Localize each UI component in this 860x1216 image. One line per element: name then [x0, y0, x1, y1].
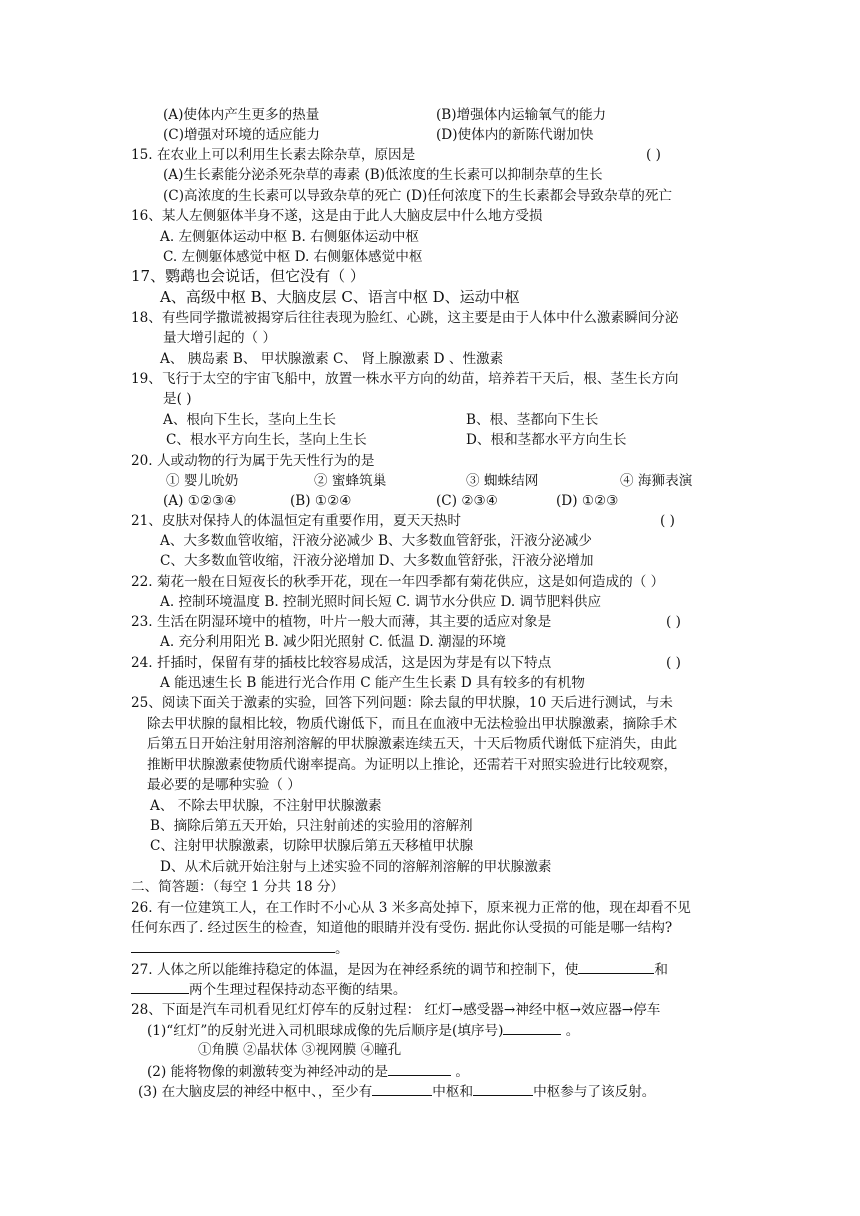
q28-part-3 — [138, 1081, 655, 1102]
q14-option-b: (B)增强体内运输氧气的能力 — [436, 107, 607, 123]
q26-line-1: 26. 有一位建筑工人，在工作时不小心从 3 米多高处掉下，原来视力正常的他，现在却看不见 — [131, 900, 691, 916]
q18-options: A、 胰岛素 B、 甲状腺激素 C、 肾上腺激素 D 、性激素 — [160, 351, 504, 367]
q14-option-c: (C)增强对环境的适应能力 — [163, 127, 320, 143]
q27-text-2: 两个生理过程保持动态平衡的结果。 — [189, 982, 407, 998]
q26-answer-line — [131, 938, 349, 959]
q15-options-ab: (A)生长素能分泌杀死杂草的毒素 (B)低浓度的生长素可以抑制杂草的生长 — [163, 167, 603, 183]
q14-option-a: (A)使体内产生更多的热量 — [163, 107, 320, 123]
q25-passage-line-4: 推断甲状腺激素使物质代谢率提高。为证明以上推论，还需若干对照实验进行比较观察， — [147, 757, 678, 773]
q27-blank-2[interactable] — [131, 979, 189, 994]
q28-part-1-end: 。 — [561, 1023, 580, 1039]
q24-options: A 能迅速生长 B 能进行光合作用 C 能产生生长素 D 具有较多的有机物 — [160, 675, 585, 691]
q16-stem: 16、某人左侧躯体半身不遂，这是由于此人大脑皮层中什么地方受损 — [131, 208, 543, 224]
q27-text: 27. 人体之所以能维持稳定的体温，是因为在神经系统的调节和控制下，使 — [131, 962, 579, 978]
q28-part-2-blank[interactable] — [388, 1061, 451, 1076]
q28-part-1-items: ①角膜 ②晶状体 ③视网膜 ④瞳孔 — [198, 1042, 402, 1058]
q19-option-c: C、根水平方向生长，茎向上生长 — [166, 432, 367, 448]
q17-options: A、高级中枢 B、大脑皮层 C、语言中枢 D、运动中枢 — [160, 288, 520, 306]
q15-options-cd: (C)高浓度的生长素可以导致杂草的死亡 (D)任何浓度下的生长素都会导致杂草的死亡 — [163, 188, 673, 204]
q27-line-1 — [131, 959, 668, 980]
q25-option-c: C、注射甲状腺激素，切除甲状腺后第五天移植甲状腺 — [150, 838, 474, 854]
q18-stem-continued: 量大增引起的（ ） — [163, 330, 277, 346]
q15-stem: 15. 在农业上可以利用生长素去除杂草，原因是 — [131, 147, 416, 163]
q20-item-3: ③ 蜘蛛结网 — [466, 473, 539, 489]
q16-options-ab: A. 左侧躯体运动中枢 B. 右侧躯体运动中枢 — [160, 229, 419, 245]
q25-passage-line-5: 最必要的是哪种实验（ ） — [147, 777, 301, 793]
q27-line-2 — [131, 979, 407, 1000]
q27-blank-1[interactable] — [578, 959, 654, 974]
q20-item-1: ① 婴儿吮奶 — [166, 473, 239, 489]
q20-option-c: (C) ②③④ — [436, 493, 498, 509]
q25-passage-line-1: 25、阅读下面关于激素的实验，回答下列问题：除去鼠的甲状腺，10 天后进行测试，与未 — [131, 695, 673, 711]
q22-options: A. 控制环境温度 B. 控制光照时间长短 C. 调节水分供应 D. 调节肥料供应 — [160, 594, 602, 610]
q25-option-d: D、从术后就开始注射与上述实验不同的溶解剂溶解的甲状腺激素 — [160, 859, 552, 875]
q20-item-4: ④ 海狮表演 — [620, 473, 693, 489]
section-2-heading: 二、简答题：（每空 1 分共 18 分） — [131, 879, 345, 895]
q28-part-3-mid: 中枢和 — [432, 1084, 474, 1100]
q22-stem: 22. 菊花一般在日短夜长的秋季开花，现在一年四季都有菊花供应，这是如何造成的（ ） — [131, 574, 665, 590]
q25-passage-line-3: 后第五日开始注射用溶剂溶解的甲状腺激素连续五天，十天后物质代谢低下症消失，由此 — [147, 736, 678, 752]
q28-part-2-end: 。 — [451, 1064, 469, 1080]
q28-part-1 — [147, 1020, 579, 1041]
q20-option-a: (A) ①②③④ — [163, 493, 237, 509]
q28-part-3-blank-2[interactable] — [473, 1081, 533, 1096]
q21-answer-paren: ( ) — [660, 513, 675, 529]
q23-options: A. 充分利用阳光 B. 减少阳光照射 C. 低温 D. 潮湿的环境 — [160, 634, 506, 650]
q15-answer-paren: ( ) — [646, 147, 661, 163]
q17-stem: 17、鹦鹉也会说话，但它没有（ ） — [131, 267, 365, 285]
q19-option-b: B、根、茎都向下生长 — [466, 412, 599, 428]
q28-part-2-text: (2) 能将物像的刺激转变为神经冲动的是 — [147, 1064, 389, 1080]
q28-part-3-end: 中枢参与了该反射。 — [533, 1084, 656, 1100]
q28-part-1-text: (1)“红灯”的反射光进入司机眼球成像的先后顺序是(填序号) — [147, 1023, 504, 1039]
q28-part-1-blank[interactable] — [503, 1020, 561, 1035]
q24-answer-paren: ( ) — [666, 655, 681, 671]
q21-options-ab: A、大多数血管收缩，汗液分泌减少 B、大多数血管舒张，汗液分泌减少 — [160, 533, 592, 549]
q28-part-3-text: (3) 在大脑皮层的神经中枢中、，至少有 — [138, 1084, 373, 1100]
q16-options-cd: C. 左侧躯体感觉中枢 D. 右侧躯体感觉中枢 — [163, 249, 423, 265]
q20-option-d: (D) ①②③ — [556, 493, 619, 509]
q14-option-d: (D)使体内的新陈代谢加快 — [436, 127, 594, 143]
q26-line-2: 任何东西了. 经过医生的检查，知道他的眼睛并没有受伤. 据此你认受损的可能是哪一结构? — [131, 920, 673, 936]
q27-and: 和 — [654, 962, 668, 978]
q21-stem: 21、皮肤对保持人的体温恒定有重要作用，夏天天热时 — [131, 513, 461, 529]
q26-answer-blank[interactable] — [131, 938, 335, 953]
q19-stem-continued: 是( ) — [163, 391, 192, 407]
q19-option-d: D、根和茎都水平方向生长 — [466, 432, 627, 448]
q21-options-cd: C、大多数血管收缩，汗液分泌增加 D、大多数血管舒张，汗液分泌增加 — [160, 553, 594, 569]
q23-answer-paren: ( ) — [666, 614, 681, 630]
q20-item-2: ② 蜜蜂筑巢 — [314, 473, 387, 489]
q25-option-b: B、摘除后第五天开始，只注射前述的实验用的溶解剂 — [150, 818, 473, 834]
q25-option-a: A、 不除去甲状腺，不注射甲状腺激素 — [150, 798, 382, 814]
q28-part-2 — [147, 1061, 469, 1082]
q19-option-a: A、根向下生长，茎向上生长 — [163, 412, 336, 428]
q28-stem: 28、下面是汽车司机看见红灯停车的反射过程： 红灯→感受器→神经中枢→效应器→停车 — [131, 1002, 661, 1018]
q20-stem: 20. 人或动物的行为属于先天性行为的是 — [131, 453, 375, 469]
q24-stem: 24. 扦插时，保留有芽的插枝比较容易成活，这是因为芽是有以下特点 — [131, 655, 552, 671]
q23-stem: 23. 生活在阴湿环境中的植物，叶片一般大而薄，其主要的适应对象是 — [131, 614, 552, 630]
q20-option-b: (B) ①②④ — [290, 493, 352, 509]
q25-passage-line-2: 除去甲状腺的鼠相比较，物质代谢低下，而且在血液中无法检验出甲状腺激素，摘除手术 — [147, 716, 678, 732]
q18-stem: 18、有些同学撒谎被揭穿后往往表现为脸红、心跳，这主要是由于人体中什么激素瞬间分泌 — [131, 310, 679, 326]
q28-part-3-blank-1[interactable] — [372, 1081, 432, 1096]
q19-stem: 19、飞行于太空的宇宙飞船中，放置一株水平方向的幼苗，培养若干天后，根、茎生长方向 — [131, 371, 679, 387]
q26-end-mark: 。 — [335, 941, 349, 957]
